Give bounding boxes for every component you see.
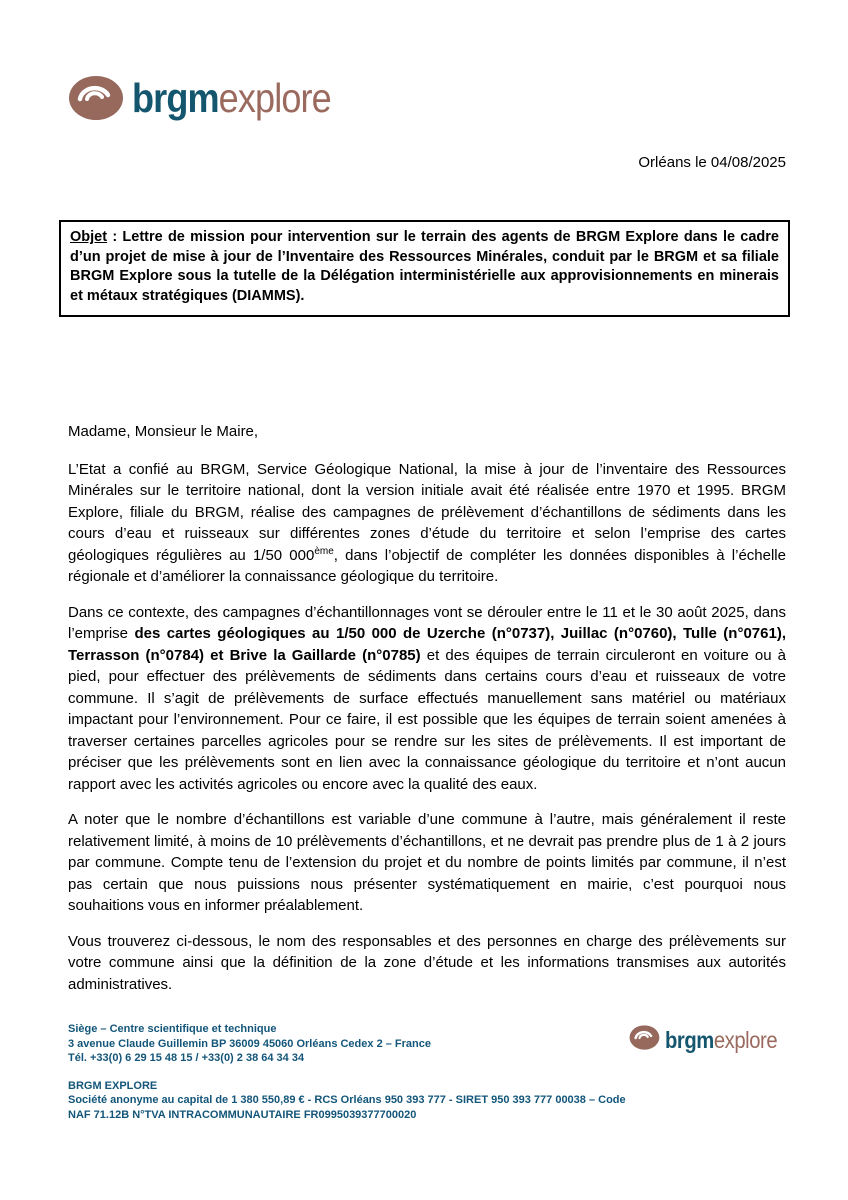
paragraph-campaign xyxy=(68,602,786,796)
p2-text-b: et des équipes de terrain circuleront en voiture ou à pied, pour effectuer des prélèvements de sédiments dans certains cours d’eau et ruisseaux de votre commune. Il s’agit de prélèvements de surface effectués manuellement sans matériel ou matériaux impactant pour l’environnement. Pour ce faire, il est possible que les équipes de terrain soient amenées à traverser certaines parcelles agricoles pour se rendre sur les sites de prélèvements. Il est important de préciser que les prélèvements sont en lien avec la connaissance géologique du territoire et n’ont aucun rapport avec les activités agricoles ou encore avec la qualité des eaux. xyxy=(68,646,787,793)
paragraph-samples: A noter que le nombre d’échantillons est variable d’une commune à l’autre, mais généralement il reste relativement limité, à moins de 10 prélèvements d’échantillons, et ne devrait pas prendre plus de 1 à 2 jours par commune. Compte tenu de l’extension du projet et du nombre de points limités par commune, il n’est pas certain que nous puissions nous présenter systématiquement en mairie, c’est pourquoi nous souhaitions vous en informer préalablement. xyxy=(68,811,786,914)
footer-logo-text-explore: explore xyxy=(713,1026,777,1053)
p1-text-b: , dans l’objectif de compléter les données disponibles à l’échelle régionale et d’améliorer la connaissance géologique du territoire. xyxy=(68,546,786,585)
footer-siege-address: 3 avenue Claude Guillemin BP 36009 45060 Orléans Cedex 2 – France xyxy=(68,1037,431,1050)
paragraph-contacts: Vous trouverez ci-dessous, le nom des responsables et des personnes en charge des prélèvements sur votre commune ainsi que la définition de la zone d’étude et les informations transmises aux autorités administratives. xyxy=(68,932,786,993)
p2-text-a: Dans ce contexte, des campagnes d’échantillonnages vont se dérouler entre le 11 et le 30 août 2025, dans l’emprise xyxy=(68,603,786,642)
footer-logo-wordmark xyxy=(664,1026,777,1053)
logo-wordmark xyxy=(132,74,331,121)
logo-text-brgm: brgm xyxy=(132,74,219,121)
brgm-explore-logo xyxy=(68,74,358,122)
letter-body xyxy=(68,421,786,995)
logo-text-explore: explore xyxy=(218,74,331,121)
footer-company-name: BRGM EXPLORE xyxy=(68,1079,158,1092)
footer xyxy=(68,1022,648,1122)
footer-siege-phone: Tél. +33(0) 6 29 15 48 15 / +33(0) 2 38 64 34 34 xyxy=(68,1052,305,1064)
header xyxy=(0,0,848,122)
subject-text: Lettre de mission pour intervention sur le terrain des agents de BRGM Explore dans le cadre d’un projet de mise à jour de l’Inventaire des Ressources Minérales, conduit par le BRGM et sa filiale BRGM Explore sous la tutelle de la Délégation interministérielle aux approvisionnements en minerais et métaux stratégiques (DIAMMS). xyxy=(70,229,779,304)
brgm-arc-icon-small xyxy=(629,1024,661,1056)
subject-label: Objet xyxy=(70,229,108,245)
subject-box xyxy=(59,220,790,317)
subject-separator: : xyxy=(107,229,123,245)
salutation: Madame, Monsieur le Maire, xyxy=(68,423,259,440)
p2-maps-bold: des cartes géologiques au 1/50 000 de Uzerche (n°0737), Juillac (n°0760), Tulle (n°0761), Terrasson (n°0784) et Brive la Gaillarde (n°0785) xyxy=(68,625,786,664)
footer-logo-text-brgm: brgm xyxy=(664,1026,714,1053)
footer-company-legal: Société anonyme au capital de 1 380 550,89 € - RCS Orléans 950 393 777 - SIRET 950 393 777 00038 – Code NAF 71.12B N°TVA INTRACOMMUNAUTAIRE FR0995039377700020 xyxy=(68,1094,626,1121)
paragraph-intro xyxy=(68,459,786,588)
p1-superscript: ème xyxy=(314,545,334,557)
date-line: Orléans le 04/08/2025 xyxy=(638,154,786,171)
brgm-arc-icon xyxy=(68,74,126,122)
p1-text-a: L’Etat a confié au BRGM, Service Géologique National, la mise à jour de l’inventaire des Ressources Minérales sur le territoire national, dont la version initiale avait été réalisée entre 1970 et 1995. BRGM Explore, filiale du BRGM, réalise des campagnes de prélèvement d’échantillons de sédiments dans les cours d’eau et ruisseaux sur différentes zones d’étude du territoire et selon l’emprise des cartes géologiques régulières au 1/50 000 xyxy=(68,460,786,564)
footer-logo xyxy=(629,1024,792,1056)
footer-siege-title: Siège – Centre scientifique et technique xyxy=(68,1023,277,1035)
